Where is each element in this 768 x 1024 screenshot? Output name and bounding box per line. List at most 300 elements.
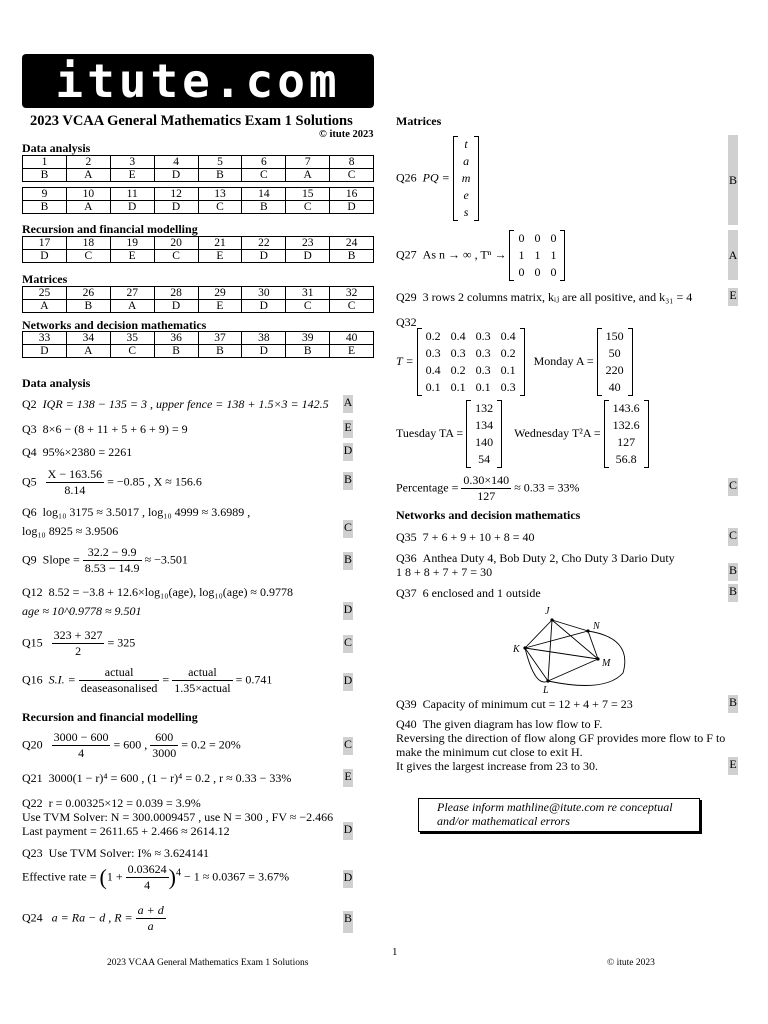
- answer-mark: C: [728, 528, 738, 546]
- fraction: [172, 665, 232, 696]
- question-number-row: [23, 332, 374, 345]
- q-text: Use TVM Solver: I% ≈ 3.624141: [48, 846, 210, 860]
- answer-mark: B: [728, 135, 738, 225]
- q-text: As n → ∞ , Tⁿ →: [422, 247, 507, 262]
- cell: C: [330, 169, 374, 182]
- q-label: Q39: [396, 697, 417, 711]
- denominator: 1.35×actual: [174, 681, 231, 695]
- q-text: 95%×2380 = 2261: [42, 445, 133, 459]
- cell: 22: [242, 237, 286, 250]
- answer-row: [23, 250, 374, 263]
- cell: 18: [66, 237, 110, 250]
- answer-row: [23, 169, 374, 182]
- question-number-row: [23, 287, 374, 300]
- section-heading-matrices: Matrices: [396, 114, 442, 128]
- cell: E: [198, 300, 242, 313]
- cell: A: [66, 345, 110, 358]
- q-label: Q27: [396, 247, 417, 262]
- answer-mark: D: [343, 870, 353, 888]
- q-text: 3 rows 2 columns matrix, kᵢⱼ are all positive, and k₃₁ = 4: [422, 290, 693, 304]
- solution-q20: [22, 730, 241, 761]
- cell: 16: [330, 188, 374, 201]
- cell: A: [110, 300, 154, 313]
- answer-mark: D: [343, 673, 353, 691]
- matrix-cell: 0.3: [475, 329, 491, 343]
- q-label: Q35: [396, 530, 417, 544]
- answer-mark: A: [728, 230, 738, 280]
- q-text: a = Ra − d , R =: [51, 910, 133, 925]
- matrix-cell: 0.1: [475, 380, 491, 394]
- answer-mark: A: [343, 395, 353, 413]
- matrix-column-vector: [453, 136, 480, 221]
- cell: 7: [286, 156, 330, 169]
- cell: 40: [330, 332, 374, 345]
- section-heading-data-analysis: Data analysis: [22, 376, 91, 390]
- fraction: [126, 862, 169, 893]
- q-label: Q37: [396, 586, 417, 600]
- cell: D: [286, 250, 330, 263]
- q-text: ≈ −3.501: [144, 552, 188, 567]
- q-text: Slope =: [42, 552, 80, 567]
- denominator: 3000: [152, 746, 177, 760]
- cell: C: [242, 169, 286, 182]
- q-text: log₁₀ 3175 ≈ 3.5017 , log₁₀ 4999 ≈ 3.6989 ,: [42, 505, 251, 519]
- cell: 9: [23, 188, 67, 201]
- answer-mark: B: [343, 552, 353, 570]
- graph-edge: [548, 631, 625, 686]
- matrix-cell: 0: [534, 265, 541, 279]
- numerator: 600: [150, 730, 178, 746]
- q-label: Q12: [22, 585, 43, 599]
- cell: 5: [198, 156, 242, 169]
- cell: C: [110, 345, 154, 358]
- matrix-tuesday: [466, 400, 502, 468]
- denominator: deaseasonalised: [80, 681, 158, 695]
- numerator: actual: [79, 665, 160, 681]
- q-label: Q15: [22, 635, 43, 650]
- answer-mark: B: [728, 584, 738, 602]
- q-label: Q4: [22, 445, 37, 459]
- cell: 33: [23, 332, 67, 345]
- matrix-cell: 0.1: [450, 380, 466, 394]
- solution-q36: [396, 551, 675, 566]
- answer-mark: E: [343, 769, 353, 787]
- matrix-cell: 1: [534, 248, 541, 262]
- numerator: 323 + 327: [53, 628, 103, 642]
- graph-edge: [525, 648, 548, 681]
- cell: B: [66, 300, 110, 313]
- cell: D: [23, 250, 67, 263]
- page-title: 2023 VCAA General Mathematics Exam 1 Solutions: [30, 113, 353, 129]
- fraction: [52, 730, 111, 761]
- matrix-t: [417, 328, 525, 396]
- denominator: 127: [477, 489, 496, 503]
- answer-mark: E: [343, 420, 353, 438]
- q-label: Q2: [22, 397, 37, 411]
- cell: 8: [330, 156, 374, 169]
- q-text: Effective rate =: [22, 869, 97, 884]
- cell: 32: [330, 287, 374, 300]
- answer-mark: D: [343, 602, 353, 620]
- answer-table-data-analysis-1: [22, 155, 374, 182]
- numerator: X − 163.56: [47, 467, 103, 481]
- matrix-cell: 132: [475, 401, 494, 415]
- solution-q4: [22, 445, 132, 460]
- solution-q35: [396, 530, 535, 545]
- q-label: Q24: [22, 910, 43, 925]
- matrix-cell: 0: [550, 231, 557, 245]
- solution-q40-line4: It gives the largest increase from 23 to 30.: [396, 759, 599, 773]
- matrix-cell: 0.1: [500, 363, 516, 377]
- cell: D: [154, 201, 198, 214]
- cell: 39: [286, 332, 330, 345]
- cell: D: [242, 250, 286, 263]
- solution-q40: [396, 717, 602, 732]
- cell: B: [242, 201, 286, 214]
- answer-mark: E: [728, 757, 738, 775]
- q-text: 6 enclosed and 1 outside: [422, 586, 541, 600]
- footer-left: 2023 VCAA General Mathematics Exam 1 Solutions: [107, 958, 309, 968]
- cell: 14: [242, 188, 286, 201]
- solution-q36-line2: 1 8 + 8 + 7 + 7 = 30: [396, 565, 493, 579]
- answer-table-recursion: [22, 236, 374, 263]
- answer-mark: D: [343, 822, 353, 840]
- cell: 30: [242, 287, 286, 300]
- cell: B: [154, 345, 198, 358]
- answer-mark: B: [343, 472, 353, 490]
- solution-q12-line2: age ≈ 10^0.9778 ≈ 9.501: [22, 604, 142, 618]
- cell: 29: [198, 287, 242, 300]
- note-line-2: and/or mathematical errors: [437, 814, 570, 828]
- network-graph-diagram: [505, 603, 640, 695]
- cell: 34: [66, 332, 110, 345]
- matrix-cell: 0.2: [425, 329, 441, 343]
- answer-mark: C: [728, 478, 738, 496]
- cell: E: [330, 345, 374, 358]
- graph-edge: [548, 659, 598, 681]
- question-number-row: [23, 156, 374, 169]
- cell: E: [110, 169, 154, 182]
- q-text: ≈ 0.33 = 33%: [514, 480, 580, 495]
- footer-right: © itute 2023: [607, 958, 655, 968]
- matrix-cell: 132.6: [612, 418, 640, 432]
- solution-q16: Q16 S.I. = $\frac{\text{actual}}{\text{deaseasonalised}}$ = $\frac{\text{actual}}{\text{1.35×actual}}$ = 0.741: [22, 665, 273, 695]
- solution-q32-tuesday-wednesday: [396, 400, 649, 468]
- numerator: 0.03624: [127, 862, 167, 876]
- numerator: 3000 − 600: [53, 730, 109, 744]
- q-text: − 1 ≈ 0.0367 = 3.67%: [183, 869, 290, 884]
- cell: 2: [66, 156, 110, 169]
- cell: C: [198, 201, 242, 214]
- matrix-cell: 0.3: [425, 346, 441, 360]
- cell: B: [286, 345, 330, 358]
- denominator: a: [147, 919, 154, 933]
- matrix-cell: 0: [550, 265, 557, 279]
- solution-q2: [22, 397, 329, 412]
- cell: 4: [154, 156, 198, 169]
- q-text: = 0.741: [235, 672, 273, 687]
- matrix-cell: 1: [550, 248, 557, 262]
- cell: 12: [154, 188, 198, 201]
- matrix-cell: 0.2: [500, 346, 516, 360]
- solution-q32-t-monday: [396, 328, 633, 396]
- cell: D: [110, 201, 154, 214]
- matrix-cell: 0.4: [450, 329, 466, 343]
- matrix-cell: 127: [617, 435, 636, 449]
- cell: 28: [154, 287, 198, 300]
- q-text: The given diagram has low flow to F.: [422, 717, 603, 731]
- table-heading-recursion: Recursion and financial modelling: [22, 222, 198, 236]
- q-label: Q29: [396, 290, 417, 304]
- denominator: 8.14: [64, 483, 86, 497]
- fraction: [150, 730, 178, 761]
- matrix-cell: s: [463, 205, 469, 219]
- q-text: IQR = 138 − 135 = 3 , upper fence = 138 + 1.5×3 = 142.5: [42, 397, 329, 411]
- logo-text: itute.com: [55, 54, 341, 108]
- solution-q39: [396, 697, 633, 712]
- q-text: = 0.2 = 20%: [181, 737, 241, 752]
- node-label-j: J: [545, 606, 550, 617]
- solution-q32-label: Q32: [396, 315, 417, 329]
- fraction: [52, 628, 105, 659]
- table-heading-data-analysis: Data analysis: [22, 141, 91, 155]
- q-label: Q5: [22, 474, 37, 489]
- answer-mark: E: [728, 288, 738, 306]
- solution-q6-line2: log₁₀ 8925 ≈ 3.9506: [22, 524, 119, 538]
- matrix-cell: 134: [475, 418, 494, 432]
- page-number: 1: [392, 946, 398, 958]
- answer-table-matrices: [22, 286, 374, 313]
- note-line-1: Please inform mathline@itute.com re conceptual: [437, 800, 673, 814]
- q-text: Tuesday TA =: [396, 425, 464, 440]
- cell: 31: [286, 287, 330, 300]
- cell: B: [330, 250, 374, 263]
- cell: 36: [154, 332, 198, 345]
- cell: C: [286, 300, 330, 313]
- error-report-note: [418, 798, 700, 832]
- cell: C: [66, 250, 110, 263]
- cell: 10: [66, 188, 110, 201]
- cell: D: [23, 345, 67, 358]
- q-text: Wednesday T²A =: [514, 425, 601, 440]
- cell: D: [242, 300, 286, 313]
- matrix-cell: 1: [518, 248, 525, 262]
- numerator: actual: [172, 665, 232, 681]
- q-label: Q21: [22, 771, 43, 785]
- numerator: 32.2 − 9.9: [83, 545, 142, 561]
- cell: 23: [286, 237, 330, 250]
- fraction: [83, 545, 142, 576]
- cell: 20: [154, 237, 198, 250]
- solution-q23-effective-rate: Effective rate = (1 + $\frac{0.03624}{4}$ )$^4$ − 1 ≈ 0.0367 = 3.67%: [22, 862, 290, 892]
- answer-table-networks: [22, 331, 374, 358]
- solution-q40-line3: make the minimum cut close to exit H.: [396, 745, 583, 759]
- solution-q21: [22, 771, 291, 786]
- solution-q40-line2: Reversing the direction of flow along GF provides more flow to F to: [396, 731, 726, 745]
- cell: B: [198, 169, 242, 182]
- graph-edge: [525, 620, 552, 648]
- denominator: 4: [78, 746, 85, 760]
- matrix-cell: a: [463, 154, 470, 168]
- cell: A: [66, 169, 110, 182]
- cell: 19: [110, 237, 154, 250]
- q-text: = 325: [107, 635, 136, 650]
- matrix-cell: 54: [478, 452, 491, 466]
- copyright-header: © itute 2023: [319, 129, 374, 140]
- cell: B: [23, 169, 67, 182]
- solution-q9: [22, 545, 188, 576]
- q-text: 8×6 − (8 + 11 + 5 + 6 + 9) = 9: [42, 422, 188, 436]
- question-number-row: [23, 237, 374, 250]
- answer-row: [23, 201, 374, 214]
- answer-mark: C: [343, 737, 353, 755]
- cell: 17: [23, 237, 67, 250]
- matrix-cell: 140: [475, 435, 494, 449]
- q-label: Q40: [396, 717, 417, 731]
- matrix-cell: 0.1: [425, 380, 441, 394]
- matrix-cell: 0: [518, 265, 525, 279]
- cell: 13: [198, 188, 242, 201]
- q-label: Q36: [396, 551, 417, 565]
- matrix-cell: e: [463, 188, 469, 202]
- q-label: Q9: [22, 552, 37, 567]
- matrix-cell: 0.4: [425, 363, 441, 377]
- denominator: 2: [75, 644, 82, 658]
- cell: 1: [23, 156, 67, 169]
- matrix-cell: 150: [605, 329, 624, 343]
- matrix-cell: 220: [605, 363, 624, 377]
- node-label-l: L: [543, 685, 549, 695]
- cell: E: [110, 250, 154, 263]
- node-label-k: K: [513, 644, 520, 655]
- q-label: Q3: [22, 422, 37, 436]
- cell: 26: [66, 287, 110, 300]
- solution-q32-percentage: [396, 473, 580, 504]
- q-text: Capacity of minimum cut = 12 + 4 + 7 = 23: [422, 697, 633, 711]
- cell: D: [154, 300, 198, 313]
- answer-mark: B: [728, 695, 738, 713]
- q-text: Percentage =: [396, 480, 459, 495]
- cell: B: [198, 345, 242, 358]
- itute-logo: [22, 54, 374, 108]
- q-label: Q23: [22, 846, 43, 860]
- matrix-cell: 56.8: [615, 452, 637, 466]
- matrix-cell: 40: [608, 380, 621, 394]
- q-text: = −0.85 , X ≈ 156.6: [107, 474, 202, 489]
- solution-q15: [22, 628, 135, 659]
- matrix-cell: 0.3: [500, 380, 516, 394]
- cell: C: [330, 300, 374, 313]
- cell: A: [23, 300, 67, 313]
- solution-q24: [22, 903, 166, 934]
- solution-q6: [22, 505, 250, 520]
- q-label: Q26: [396, 170, 417, 185]
- numerator: 0.30×140: [463, 473, 510, 487]
- numerator: a + d: [137, 903, 164, 917]
- fraction: [79, 665, 160, 696]
- q-label: Q6: [22, 505, 37, 519]
- section-heading-recursion: Recursion and financial modelling: [22, 710, 198, 724]
- q-text: Anthea Duty 4, Bob Duty 2, Cho Duty 3 Dario Duty: [422, 551, 675, 565]
- cell: 27: [110, 287, 154, 300]
- cell: 35: [110, 332, 154, 345]
- question-number-row: [23, 188, 374, 201]
- q-label: Q16: [22, 672, 43, 687]
- table-heading-matrices: Matrices: [22, 272, 68, 286]
- cell: A: [66, 201, 110, 214]
- section-heading-networks: Networks and decision mathematics: [396, 508, 581, 522]
- matrix-cell: m: [461, 171, 471, 185]
- cell: 21: [198, 237, 242, 250]
- matrix-cell: 0.3: [475, 346, 491, 360]
- q-text: 7 + 6 + 9 + 10 + 8 = 40: [422, 530, 535, 544]
- table-heading-networks: Networks and decision mathematics: [22, 318, 207, 332]
- fraction: [136, 903, 166, 934]
- cell: D: [242, 345, 286, 358]
- cell: B: [23, 201, 67, 214]
- matrix-cell: 143.6: [612, 401, 640, 415]
- matrix-cell: 0: [534, 231, 541, 245]
- matrix-monday: [597, 328, 633, 396]
- q-label: Q22: [22, 796, 43, 810]
- answer-mark: C: [343, 635, 353, 653]
- denominator: 4: [144, 878, 151, 892]
- answer-mark: D: [343, 443, 353, 461]
- cell: 3: [110, 156, 154, 169]
- answer-row: [23, 300, 374, 313]
- answer-mark: C: [343, 520, 353, 538]
- graph-edge: [525, 631, 588, 648]
- q-text: 3000(1 − r)⁴ = 600 , (1 − r)⁴ = 0.2 , r ≈ 0.33 − 33%: [48, 771, 292, 785]
- cell: 25: [23, 287, 67, 300]
- matrix-cell: 50: [608, 346, 621, 360]
- denominator: 8.53 − 14.9: [84, 561, 140, 575]
- cell: D: [154, 169, 198, 182]
- matrix-cell: 0.3: [475, 363, 491, 377]
- solution-q26: [396, 136, 479, 221]
- matrix-cell: 0.2: [450, 363, 466, 377]
- matrix-limit: [509, 230, 565, 281]
- cell: A: [286, 169, 330, 182]
- cell: C: [154, 250, 198, 263]
- cell: E: [198, 250, 242, 263]
- solution-q12: [22, 585, 293, 600]
- fraction: [461, 473, 511, 504]
- cell: D: [330, 201, 374, 214]
- cell: 37: [198, 332, 242, 345]
- matrix-cell: 0: [518, 231, 525, 245]
- solution-q22-line2: Use TVM Solver: N = 300.0009457 , use N = 300 , FV ≈ −2.466: [22, 810, 334, 824]
- q-text: Monday A =: [533, 353, 594, 368]
- solution-q22: [22, 796, 201, 811]
- cell: 15: [286, 188, 330, 201]
- q-text: r = 0.00325×12 = 0.039 = 3.9%: [48, 796, 201, 810]
- solution-q37: [396, 586, 541, 601]
- node-label-n: N: [593, 621, 600, 632]
- cell: 6: [242, 156, 286, 169]
- answer-mark: B: [343, 911, 353, 933]
- solution-q23: [22, 846, 209, 861]
- q-text: 8.52 = −3.8 + 12.6×log₁₀(age), log₁₀(age) ≈ 0.9778: [48, 585, 294, 599]
- cell: 38: [242, 332, 286, 345]
- cell: 11: [110, 188, 154, 201]
- answer-mark: B: [728, 563, 738, 581]
- solution-q29: [396, 290, 692, 305]
- answer-row: [23, 345, 374, 358]
- graph-edge: [552, 620, 588, 631]
- solution-q22-line3: Last payment = 2611.65 + 2.466 ≈ 2614.12: [22, 824, 230, 838]
- node-label-m: M: [602, 658, 611, 669]
